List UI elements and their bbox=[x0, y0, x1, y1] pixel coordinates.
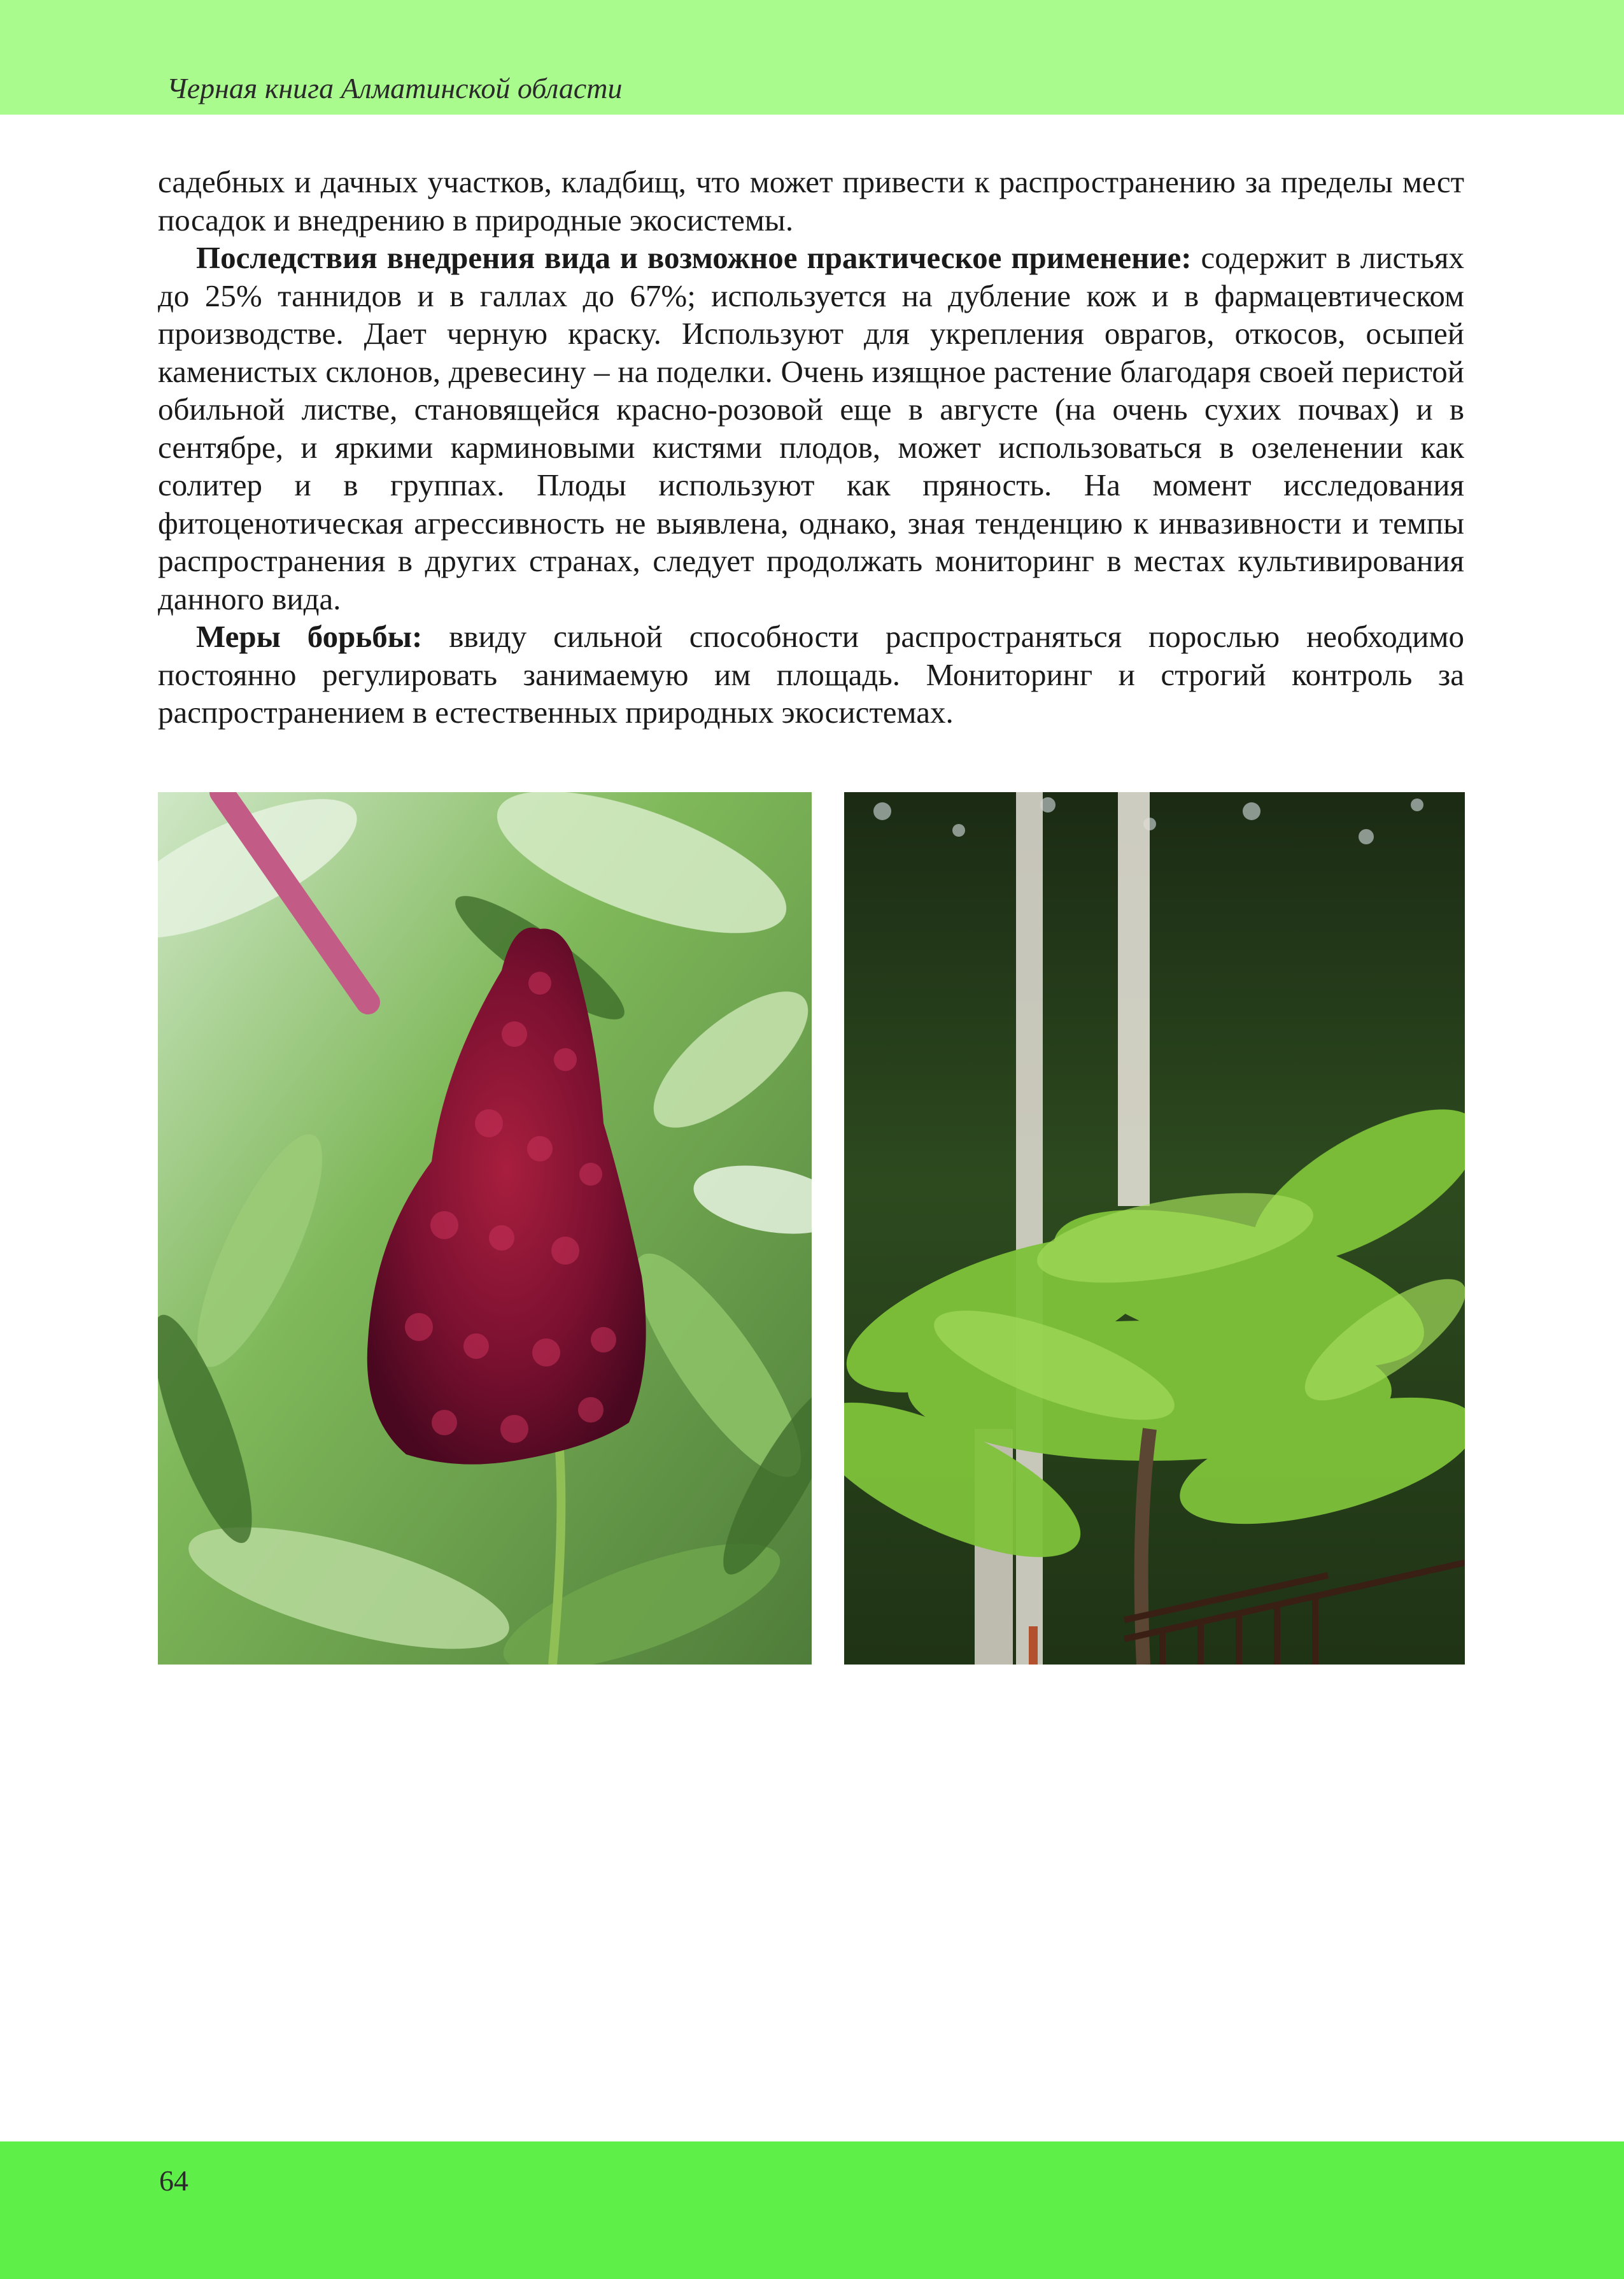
page-number: 64 bbox=[159, 2164, 188, 2197]
control-measures-text: ввиду сильной способности распространяться порослью необходимо постоянно регулировать занимаемую им площадь. Мониторинг и строгий контроль за распространением в естественных природных экосистемах. bbox=[158, 619, 1464, 730]
paragraph-control-measures bbox=[158, 618, 1464, 732]
footer-band bbox=[0, 2141, 1624, 2279]
running-header-title: Черная книга Алматинской области bbox=[167, 72, 623, 104]
consequences-text: содержит в листьях до 25% таннидов и в галлах до 67%; используется на дубление кож и в фармацевтическом производстве. Дает черную краску. Используют для укрепления оврагов, откосов, осыпей каменистых склонов, древесину – на поделки. Очень изящное растение благодаря своей перистой обильной листве, становящейся красно-розовой еще в августе (на очень сухих почвах) и в сентябре, и яркими карминовыми кистями плодов, может использоваться в озеленении как солитер и в группах. Плоды используют как пряность. На момент исследования фитоценотическая агрессивность не выявлена, однако, зная тенденцию к инвазивности и темпы распространения в других странах, следует продолжать мониторинг в местах культивирования данного вида. bbox=[158, 240, 1464, 616]
sumac-tree-photo bbox=[844, 792, 1465, 1665]
sumac-fruit-cluster-photo bbox=[158, 792, 812, 1665]
header-divider bbox=[0, 115, 1624, 117]
paragraph-consequences bbox=[158, 239, 1464, 618]
paragraph-continuation: садебных и дачных участков, кладбищ, что может привести к распространению за пределы мест посадок и внедрению в природные экосистемы. bbox=[158, 164, 1464, 238]
control-measures-heading: Меры борьбы: bbox=[196, 619, 423, 654]
body-text bbox=[158, 163, 1464, 732]
consequences-heading: Последствия внедрения вида и возможное практическое применение: bbox=[196, 240, 1192, 275]
